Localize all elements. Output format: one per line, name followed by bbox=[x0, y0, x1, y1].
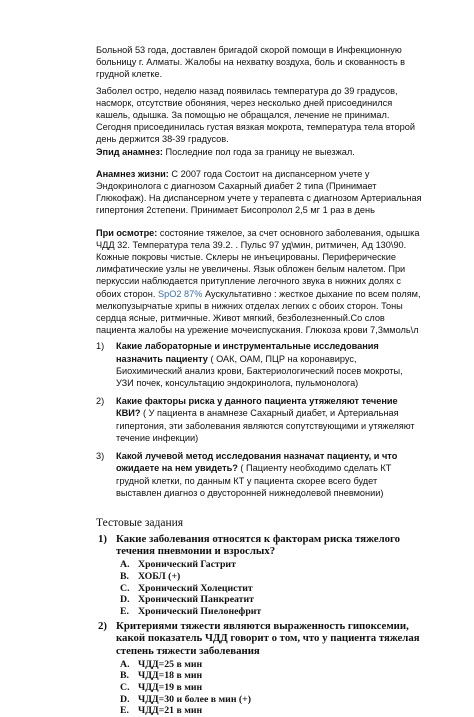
test-options-2 bbox=[96, 659, 422, 717]
option-letter: B. bbox=[120, 570, 129, 582]
option-letter: C. bbox=[120, 682, 130, 694]
option-item bbox=[120, 583, 422, 595]
option-text: ЧДД=18 в мин bbox=[138, 670, 203, 682]
history-paragraph bbox=[96, 85, 422, 158]
test-question-text: Какие заболевания относятся к факторам риска тяжелого течения пневмонии и взрослых? bbox=[116, 532, 401, 558]
questions-list bbox=[96, 340, 422, 498]
life-history-text: С 2007 года Состоит на диспансерном учете у Эндокринолога с диагнозом Сахарный диабет 2 типа (Принимает Глюкофаж). На диспансерном учете у терапевта с диагнозом Артериальная гипертония 2степени. Принимает Бисопролол 2,5 мг 1 раз в день bbox=[96, 168, 422, 216]
test-section-title: Тестовые задания bbox=[96, 516, 184, 529]
complaints-paragraph bbox=[96, 44, 422, 81]
option-text: ЧДД=25 в мин bbox=[138, 658, 203, 670]
option-item bbox=[120, 659, 422, 671]
option-letter: A. bbox=[120, 559, 130, 571]
option-item bbox=[120, 670, 422, 682]
question-item bbox=[96, 395, 422, 444]
option-text: Хронический Гастрит bbox=[138, 559, 236, 571]
option-letter: B. bbox=[120, 670, 129, 682]
history-text: Заболел остро, неделю назад появилась температура до 39 градусов, насморк, отсутствие обоняния, через несколько дней присоединился кашель, одышка. За помощью не обращался, лечение не принимал. Сегодня присоединилась густая вязкая мокрота, температура тела второй день держится 38-39 градусов. bbox=[96, 85, 415, 145]
test-question-text: Критериями тяжести являются выраженность гипоксемии, какой показатель ЧДД говорит о том, что у пациента тяжелая степень тяжести заболевания bbox=[116, 620, 420, 657]
question-answer: ( Пациенту необходимо сделать КТ грудной клетки, по данным КТ у пациента скорее всего будет выставлен диагноз о двусторонней нижнедолевой пневмонии) bbox=[116, 463, 392, 498]
life-history-paragraph bbox=[96, 168, 422, 217]
exam-label: При осмотре: bbox=[96, 227, 158, 238]
question-item bbox=[96, 340, 422, 389]
question-item bbox=[96, 450, 422, 499]
option-letter: A. bbox=[120, 658, 130, 670]
option-letter: D. bbox=[120, 693, 130, 705]
question-answer: ( ОАК, ОАМ, ПЦР на коронавирус, Биохимический анализ крови, Бактериологический посев мокроты, УЗИ почек, консультацию эндокринолога, пульмонолога) bbox=[116, 353, 403, 389]
question-answer: ( У пациента в анамнезе Сахарный диабет, и Артериальная гипертония, эти заболевания являются сопутствующими и утяжеляют течение инфекции) bbox=[116, 408, 415, 443]
exam-text-1: состояние тяжелое, за счет основного заболевания, одышка ЧДД 32. Температура тела 39.2. . Пульс 97 уд\мин, ритмичен, Ад 130\90. Кожные покровы чистые. Склеры не инъецированы. Периферические лимфатические узлы не увеличены. Язык обложен белым налетом. При перкуссии наблюдается притупление легочного звука в нижних долях с обоих сторон. bbox=[96, 227, 420, 299]
question-bold: Какие факторы риска у данного пациента утяжеляют течение КВИ? bbox=[116, 396, 398, 419]
option-text: ЧДД=30 и более в мин (+) bbox=[138, 693, 252, 705]
option-text: Хронический Пиелонефрит bbox=[138, 605, 262, 617]
question-bold: Какие лабораторные и инструментальные исследования назначить пациенту bbox=[116, 341, 379, 364]
option-item bbox=[120, 682, 422, 694]
option-text: Хронический Панкреатит bbox=[138, 594, 254, 606]
option-text: ЧДД=21 в мин bbox=[138, 705, 203, 717]
test-number: 2) bbox=[98, 620, 107, 633]
complaints-text: Больной 53 года, доставлен бригадой скорой помощи в Инфекционную больницу г. Алматы. Жалобы на нехватку воздуха, боль и скованность в грудной клетке. bbox=[96, 45, 406, 80]
question-number: 1) bbox=[96, 341, 105, 352]
option-text: ХОБЛ (+) bbox=[138, 570, 181, 582]
test-options-1 bbox=[96, 559, 422, 617]
life-history-label: Анамнез жизни: bbox=[96, 168, 169, 179]
option-text: ЧДД=19 в мин bbox=[138, 682, 203, 694]
option-text: Хронический Холецистит bbox=[138, 582, 253, 594]
option-item bbox=[120, 594, 422, 606]
option-letter: E. bbox=[120, 705, 129, 717]
test-question-1 bbox=[96, 533, 422, 557]
epid-text: Последние пол года за границу не выезжал. bbox=[162, 146, 355, 157]
option-letter: E. bbox=[120, 605, 129, 617]
epid-label: Эпид анамнез: bbox=[96, 146, 163, 157]
option-item bbox=[120, 694, 422, 706]
option-item bbox=[120, 606, 422, 618]
test-question-2 bbox=[96, 620, 422, 657]
question-number: 3) bbox=[96, 451, 105, 462]
test-number: 1) bbox=[98, 532, 107, 545]
question-bold: Какой лучевой метод исследования назначат пациенту, и что ожидаете на нем увидеть? bbox=[116, 451, 398, 474]
spo2-value: SpO2 87% bbox=[157, 288, 203, 299]
option-item bbox=[120, 571, 422, 583]
exam-text-2: Аускультативно : жесткое дыхание по всем полям, мелкопузырчатые хрипы в нижних отделах легких с обоих сторон. Тоны сердца ясные, ритмичные. Живот мягкий, безболезненный.Со слов пациента жалобы на урежение мочеиспускания. Глюкоза крови 7,3ммоль\л bbox=[96, 288, 421, 336]
exam-paragraph bbox=[96, 227, 422, 337]
question-number: 2) bbox=[96, 396, 105, 407]
option-letter: C. bbox=[120, 582, 130, 594]
option-item bbox=[120, 559, 422, 571]
option-item bbox=[120, 705, 422, 717]
option-letter: D. bbox=[120, 594, 130, 606]
